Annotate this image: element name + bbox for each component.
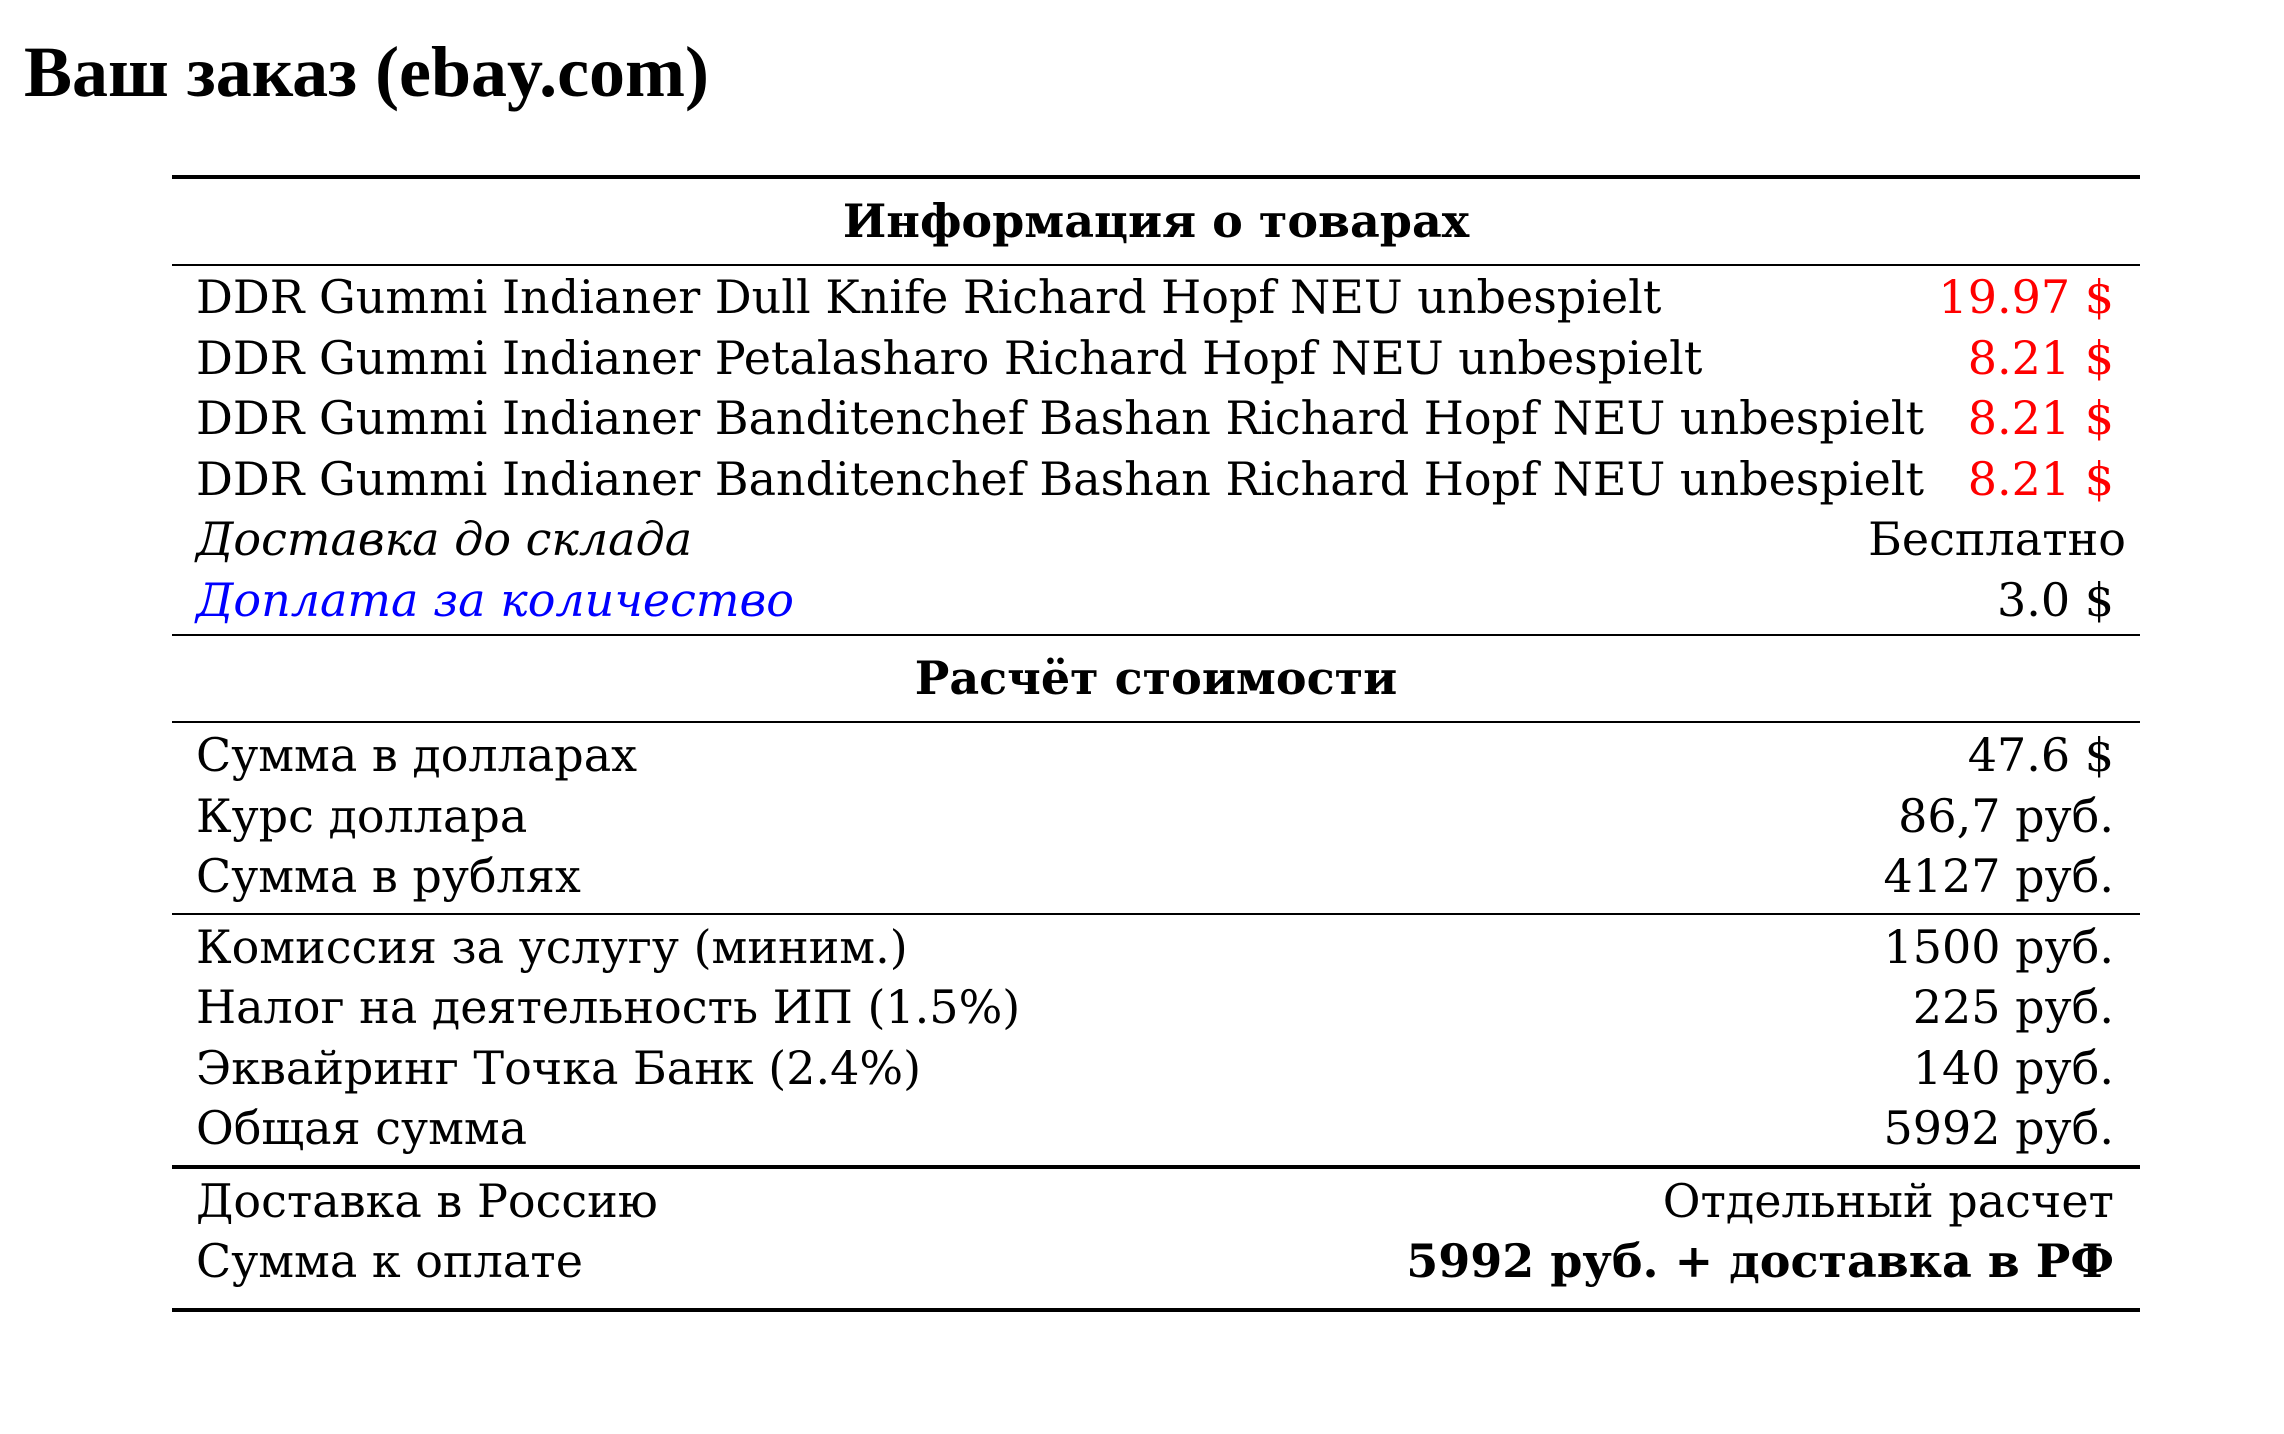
cost-section-heading: Расчёт стоимости	[914, 651, 1398, 705]
item-price: 8.21 $	[1967, 391, 2114, 446]
tax-label: Налог на деятельность ИП (1.5%)	[196, 980, 1021, 1035]
russia-delivery-row	[172, 1171, 2140, 1232]
service-fee-value: 1500 руб.	[1883, 919, 2114, 974]
order-table	[172, 175, 2140, 1312]
item-name: DDR Gummi Indianer Banditenchef Bashan Richard Hopf NEU unbespielt	[196, 451, 1924, 506]
quantity-surcharge-row	[172, 570, 2140, 631]
amount-due-label: Сумма к оплате	[196, 1234, 583, 1289]
sum-rub-value: 4127 руб.	[1883, 849, 2114, 904]
quantity-surcharge-value: 3.0 $	[1996, 572, 2114, 627]
warehouse-delivery-label: Доставка до склада	[196, 512, 693, 567]
fees-block	[172, 915, 2140, 1165]
amount-due-row	[172, 1231, 2140, 1292]
item-name: DDR Gummi Indianer Dull Knife Richard Hopf NEU unbespielt	[196, 270, 1662, 325]
total-label: Общая сумма	[196, 1101, 528, 1156]
list-item	[172, 449, 2140, 510]
exchange-rate-value: 86,7 руб.	[1898, 788, 2114, 843]
list-item	[172, 328, 2140, 389]
item-price: 19.97 $	[1938, 270, 2114, 325]
sum-rub-row	[172, 846, 2140, 907]
warehouse-delivery-value: Бесплатно	[1868, 512, 2126, 567]
total-value: 5992 руб.	[1883, 1101, 2114, 1156]
table-bottom-rule	[172, 1308, 2140, 1312]
exchange-rate-row	[172, 786, 2140, 847]
acquiring-row	[172, 1038, 2140, 1099]
payment-block	[172, 1169, 2140, 1308]
page-title: Ваш заказ (ebay.com)	[24, 32, 709, 112]
total-row	[172, 1098, 2140, 1159]
warehouse-delivery-row	[172, 509, 2140, 570]
acquiring-value: 140 руб.	[1912, 1040, 2114, 1095]
russia-delivery-label: Доставка в Россию	[196, 1173, 658, 1228]
list-item	[172, 267, 2140, 328]
acquiring-label: Эквайринг Точка Банк (2.4%)	[196, 1040, 922, 1095]
amount-due-value: 5992 руб. + доставка в РФ	[1406, 1234, 2114, 1289]
sum-rub-label: Сумма в рублях	[196, 849, 581, 904]
item-name: DDR Gummi Indianer Banditenchef Bashan Richard Hopf NEU unbespielt	[196, 391, 1924, 446]
sum-usd-value: 47.6 $	[1967, 728, 2114, 783]
sum-usd-row	[172, 725, 2140, 786]
conversion-block	[172, 723, 2140, 913]
quantity-surcharge-link[interactable]: Доплата за количество	[196, 572, 794, 627]
sum-usd-label: Сумма в долларах	[196, 728, 638, 783]
tax-value: 225 руб.	[1912, 980, 2114, 1035]
item-price: 8.21 $	[1967, 451, 2114, 506]
exchange-rate-label: Курс доллара	[196, 788, 528, 843]
item-price: 8.21 $	[1967, 330, 2114, 385]
tax-row	[172, 977, 2140, 1038]
service-fee-label: Комиссия за услугу (миним.)	[196, 919, 908, 974]
list-item	[172, 388, 2140, 449]
russia-delivery-value: Отдельный расчет	[1662, 1173, 2114, 1228]
item-name: DDR Gummi Indianer Petalasharo Richard Hopf NEU unbespielt	[196, 330, 1703, 385]
service-fee-row	[172, 917, 2140, 978]
items-list	[172, 266, 2140, 634]
items-section-heading: Информация о товарах	[842, 194, 1470, 248]
